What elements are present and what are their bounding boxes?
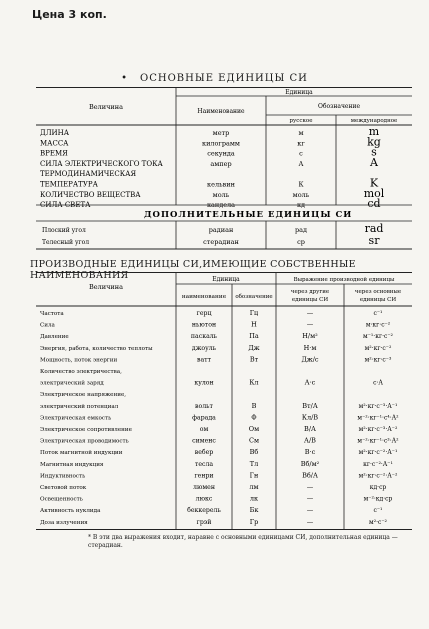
base-quantity: СИЛА ЭЛЕКТРИЧЕСКОГО ТОКА [40, 159, 163, 168]
header-via-other: единицы СИ [291, 297, 329, 303]
derived-unit-symbol: Гц [249, 309, 259, 317]
section-title-text: ОСНОВНЫЕ ЕДИНИЦЫ СИ [140, 73, 308, 84]
base-unit-name: килограмм [202, 139, 240, 148]
derived-unit-symbol: Ом [248, 425, 260, 433]
derived-unit-name: тесла [194, 460, 214, 468]
derived-via-other: Кл/В [301, 413, 319, 422]
derived-via-base: м²·с⁻² [369, 518, 387, 526]
derived-quantity: Световой поток [40, 485, 87, 491]
derived-via-other: В·с [304, 448, 316, 457]
derived-via-base: м²·кг·с⁻²·А⁻¹ [358, 449, 398, 457]
derived-unit-symbol: лк [249, 494, 259, 503]
derived-unit-name: кулон [194, 379, 214, 387]
derived-via-other: А/В [304, 436, 316, 445]
supp-unit-name: стерадиан [203, 238, 239, 246]
derived-quantity: Частота [40, 311, 64, 317]
header-via-base: через основные [354, 289, 402, 295]
derived-unit-name: грэй [196, 518, 212, 526]
base-unit-ru: с [299, 149, 303, 158]
base-unit-ru: моль [292, 190, 310, 199]
header-unit: Единица [212, 276, 240, 283]
derived-unit-name: ватт [196, 356, 212, 364]
derived-via-base: м·кг·с⁻² [365, 321, 391, 329]
derived-via-other: Н/м² [302, 332, 318, 341]
derived-via-base: с⁻¹ [373, 507, 383, 515]
derived-unit-symbol: Кл [249, 378, 259, 387]
section-title-derived-units: ПРОИЗВОДНЫЕ ЕДИНИЦЫ СИ,ИМЕЮЩИЕ СОБСТВЕННЫЕ НАИМЕНОВАНИЯ [30, 259, 356, 281]
derived-unit-name: герц [196, 310, 212, 317]
derived-unit-name: паскаль [190, 333, 218, 341]
derived-unit-symbol: См [248, 436, 260, 445]
base-quantity: ТЕРМОДИНАМИЧЕСКАЯ [40, 170, 137, 179]
base-unit-ru: кд [296, 201, 306, 210]
base-unit-intl: m [368, 125, 380, 138]
derived-via-other: Н·м [303, 343, 317, 352]
derived-unit-name: вольт [195, 402, 213, 410]
base-quantity: СИЛА СВЕТА [40, 201, 91, 210]
header-russian: русское [289, 118, 313, 124]
derived-via-base: м²·кг·с⁻³ [364, 356, 392, 364]
derived-unit-name: вебер [194, 449, 214, 457]
base-unit-name: метр [212, 129, 230, 137]
derived-via-other: А·с [304, 378, 316, 387]
derived-quantity: Электрическое сопротивление [40, 427, 132, 433]
derived-quantity: Сила [40, 322, 55, 329]
derived-unit-symbol: Вт [249, 355, 259, 364]
derived-via-other: — [306, 517, 314, 526]
derived-via-other: — [306, 494, 314, 503]
header-unit: Единица [285, 89, 313, 96]
base-quantity: ДЛИНА [40, 129, 70, 137]
supp-quantity: Плоский угол [42, 227, 86, 234]
derived-units-table [36, 272, 412, 530]
derived-unit-name: генри [194, 472, 214, 480]
supp-unit-intl: sr [368, 234, 380, 247]
derived-unit-name: ом [199, 426, 209, 433]
derived-via-other: Вб/м² [300, 459, 320, 468]
derived-unit-name: фарада [192, 414, 216, 422]
base-unit-intl: kg [367, 135, 381, 149]
header-via-other: через другие [290, 289, 330, 295]
derived-quantity: Электрическая проводимость [40, 438, 129, 445]
price-label: Цена 3 коп. [32, 8, 107, 21]
derived-via-base: м²·кг·с⁻² [364, 344, 392, 352]
base-unit-ru: м [298, 129, 304, 137]
footnote: * В эти два выражения входит, наравне с основными единицами СИ, дополнительная единица — стерадиан. [88, 534, 398, 549]
derived-quantity: Электрическая емкость [40, 415, 112, 422]
derived-via-other: В/А [304, 425, 316, 433]
header-symbol: обозначение [235, 294, 273, 300]
base-unit-intl: s [371, 145, 377, 159]
base-quantity: МАССА [40, 139, 69, 148]
derived-quantity: Магнитная индукция [40, 461, 104, 468]
derived-quantity: Индуктивность [40, 473, 86, 480]
derived-unit-symbol: Гн [249, 471, 259, 480]
derived-via-base: м⁻²·кд·ср [363, 495, 393, 503]
derived-unit-name: люкс [195, 495, 213, 503]
bullet-dot: • [121, 73, 129, 84]
derived-via-other: — [306, 309, 314, 317]
derived-quantity: Электрическое напряжение, [40, 392, 127, 399]
derived-unit-name: люмен [193, 484, 215, 491]
derived-unit-symbol: Дж [248, 343, 260, 352]
derived-quantity: электрический потенциал [40, 403, 119, 410]
derived-via-base: с·А [373, 379, 383, 387]
derived-via-base: м²·кг·с⁻³·А⁻¹ [358, 402, 398, 410]
derived-quantity: Количество электричества, [40, 369, 122, 375]
derived-unit-symbol: лм [249, 483, 259, 491]
derived-unit-name: беккерель [187, 507, 221, 515]
base-unit-name: кельвин [207, 180, 235, 189]
derived-unit-symbol: Гр [249, 517, 259, 526]
base-unit-name: моль [212, 190, 230, 199]
derived-via-base: м⁻¹·кг·с⁻² [363, 333, 393, 341]
header-international: международное [350, 118, 398, 124]
base-unit-intl: mol [363, 186, 385, 200]
derived-unit-symbol: Бк [249, 506, 259, 515]
base-quantity: ТЕМПЕРАТУРА [40, 180, 98, 189]
supp-unit-name: радиан [208, 226, 234, 234]
derived-via-other: Вб/А [302, 471, 318, 480]
derived-via-base: с⁻¹ [373, 310, 383, 317]
header-name: наименование [181, 294, 227, 300]
base-unit-intl: K [369, 176, 379, 190]
supp-quantity: Телесный угол [42, 239, 90, 246]
derived-via-base: м²·кг·с⁻²·А⁻² [358, 472, 398, 480]
derived-quantity: Освещенность [40, 496, 83, 503]
header-name: Наименование [197, 108, 245, 115]
supplementary-title: ДОПОЛНИТЕЛЬНЫЕ ЕДИНИЦЫ СИ [144, 210, 353, 220]
base-unit-ru: кг [297, 139, 305, 148]
derived-quantity: Активность нуклида [40, 508, 101, 515]
derived-unit-name: сименс [192, 437, 216, 445]
base-quantity: КОЛИЧЕСТВО ВЕЩЕСТВА [40, 190, 141, 199]
derived-quantity: Мощность, поток энергии [40, 357, 118, 364]
derived-unit-name: джоуль [191, 344, 217, 352]
derived-unit-symbol: Вб [249, 448, 259, 457]
header-expression: Выражение производной единицы [293, 277, 395, 283]
derived-unit-symbol: Па [249, 332, 259, 341]
header-quantity: Величина [89, 283, 123, 291]
base-unit-ru: К [298, 180, 304, 189]
base-unit-ru: А [298, 159, 304, 168]
derived-unit-symbol: Ф [251, 413, 257, 422]
derived-via-base: м⁻²·кг⁻¹·с³·А² [357, 437, 399, 445]
derived-via-other: Вт/А [302, 401, 318, 410]
derived-via-base: м⁻²·кг⁻¹·с⁴·А² [357, 414, 399, 422]
supp-unit-ru: рад [294, 226, 308, 234]
base-quantity: ВРЕМЯ [40, 149, 68, 158]
derived-quantity: Доза излучения [40, 519, 88, 526]
derived-unit-symbol: Н [251, 320, 257, 329]
derived-via-other: — [306, 506, 314, 515]
header-quantity: Величина [89, 103, 123, 111]
derived-quantity: электрический заряд [40, 380, 104, 387]
derived-via-base: кг·с⁻²·А⁻¹ [363, 460, 393, 468]
base-unit-intl: cd [367, 197, 381, 211]
derived-via-other: Дж/с [301, 355, 319, 364]
base-unit-name: секунда [207, 149, 235, 158]
supp-unit-ru: ср [297, 238, 305, 246]
base-units-table [36, 87, 412, 252]
supp-unit-intl: rad [364, 222, 384, 235]
derived-quantity: Энергия, работа, количество теплоты [40, 345, 153, 352]
header-via-base: единицы СИ [359, 297, 397, 303]
base-unit-name: кандела [206, 201, 236, 210]
derived-quantity: Поток магнитной индукции [40, 450, 123, 457]
derived-via-base: кд·ср [369, 484, 387, 491]
derived-via-other: — [306, 320, 314, 329]
derived-unit-symbol: Тл [249, 459, 259, 468]
base-unit-intl: A [370, 155, 378, 169]
derived-unit-name: ньютон [191, 321, 217, 329]
derived-quantity: Давление [40, 334, 69, 341]
base-unit-name: ампер [210, 159, 232, 168]
header-symbol: Обозначение [317, 103, 361, 110]
derived-unit-symbol: В [251, 401, 257, 410]
derived-via-base: м²·кг·с⁻³·А⁻² [358, 426, 398, 433]
derived-via-other: — [306, 483, 314, 491]
section-title-base-units [0, 73, 429, 84]
